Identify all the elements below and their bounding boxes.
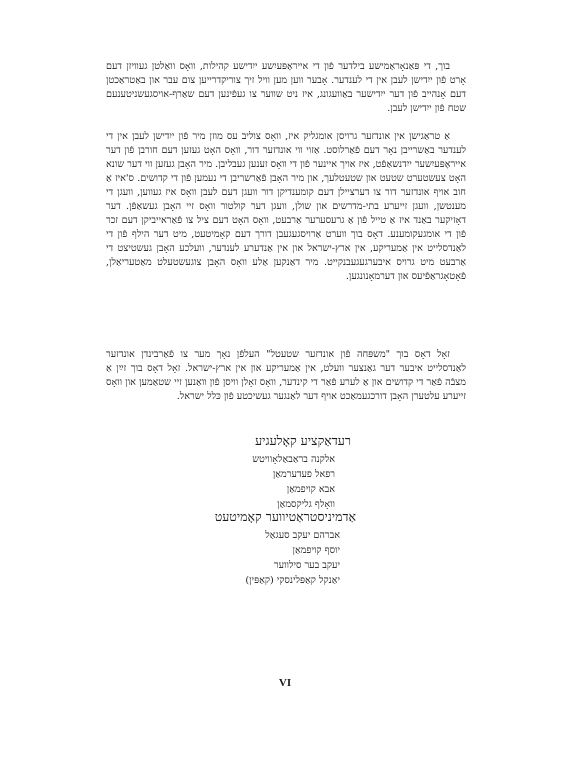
intro-paragraph-2 <box>106 130 466 284</box>
admin-committee-title: אַדמיניסטראַטיווער קאָמיטעט <box>214 509 356 524</box>
paragraph-text: אַ טראַגישן אין אונדזער גרויסן אומגליק איז, וואָס צוליב עס מוזן מיר פֿון ייִדישן לעבן אין די לענדער באַשרייבן נאָר דעם פֿאַרלוסט. אַזוי ווי אונדזער דור, וואָס האָט געזען דעם חורבן פֿון דער אייראָפּעיִשער ייִדנשאַפֿט, איז אויך איינער פֿון די וואָס זענען געבליבן. מיר האָבן געזען ווי דער שונא האָט צעשטערט שטעט און שטעטלעך, און מיר האָבן פֿאַרשריבן די נעמען פֿון די קדושים. ס'איז אַ חוב אויף אונדזער דור צו דערציילן דעם קומענדיקן דור וועגן דעם לעבן וואָס איז געווען, וועגן די מענטשן, וועגן זייערע בתי-מדרשים און שולן, וועגן דער קולטור וואָס זיי האָבן געשאַפֿן. דער דאָזיקער באַנד איז אַ טייל פֿון אַ גרעסערער אַרבעט, וואָס האָט דעם ציל צו פֿאַראייביקן דעם זכר פֿון די אומגעקומענע. דאָס בוך ווערט אַרויסגעגעבן דורך דעם קאָמיטעט, מיט דער הילף פֿון די לאַנדסלייט אין אַמעריקע, אין ארץ-ישראל און אין אַנדערע לענדער, וועלכע האָבן געשטיצט די אַרבעט מיט גרויס איבערגעגעבנקייט. מיר דאַנקען אַלע וואָס האָבן צוגעשטעלט מאַטעריאַלן, פֿאָטאָגראַפֿיעס און דערמאָנונגען. <box>106 131 466 282</box>
committee-member: אברהם יעקב סעגאַל <box>265 530 340 541</box>
editorial-committee <box>252 433 351 512</box>
admin-committee <box>215 509 356 588</box>
paragraph-text: בוך, די פּאַנאָראַמישע בילדער פֿון די אייראָפּעיִשע ייִדישע קהילות, וואָס וואַלטן געוויזן דעם אָרט פֿון ייִדישן לעבן אין די לענדער. אָבער ווען מען וויל זיך צוריקדרייען צום עבר און באַטראַכטן דעם אָנהייב פֿון דער ייִדישער באַוועגונג, איז ניט שווער צו געפֿינען דעם שאַרף-אויסגעשניטענעם שטח פֿון ייִדישן לעבן. <box>106 61 466 114</box>
committee-member: יאַנקל קאַפּלינסקי (קאַפּין) <box>245 575 340 586</box>
paragraph-text: זאָל דאָס בוך "משפּחה פֿון אונדזער שטעטל" העלפֿן נאָך מער צו פֿאַרבינדן אונדזער לאַנדסלייט איבער דער גאַנצער וועלט, אין אַמעריקע און אין ארץ-ישראל. זאָל דאָס בוך זײַן אַ מצבֿה פֿאַר די קדושים און אַ לערע פֿאַר די קינדער, וואָס זאָלן וויסן פֿון וואַנען זיי שטאַמען און וואָס זייערע עלטערן האָבן דורכגעמאַכט אויף דער לאַנגער געשיכטע פֿון כּלל ישראל. <box>106 349 466 402</box>
committee-member: יוסף קויפמאַן <box>292 545 340 556</box>
committee-member: יעקב בער סילווער <box>273 560 340 571</box>
committee-member: רפאל פעדערמאַן <box>272 469 335 480</box>
intro-paragraph-3 <box>106 348 466 404</box>
page-number: VI <box>278 677 292 689</box>
committee-member: וואָלף גליקסמאַן <box>277 499 335 510</box>
editorial-committee-title: רעדאַקציע קאָלעגיע <box>255 433 351 448</box>
committee-member: אבא קויפמאַן <box>286 484 335 495</box>
intro-paragraph-1 <box>106 60 466 116</box>
committee-member: אלקנה בראַבאַלאָוויטש <box>252 454 335 465</box>
